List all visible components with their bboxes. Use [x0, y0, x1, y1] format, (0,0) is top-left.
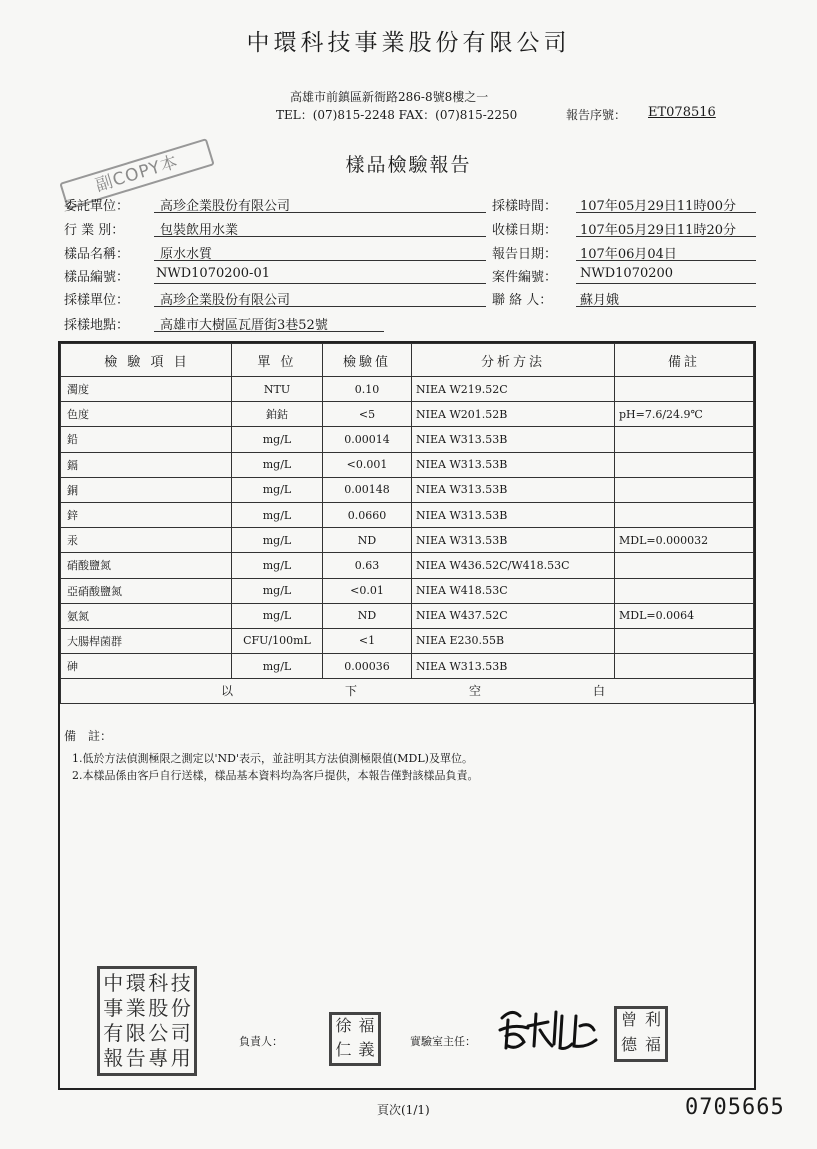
cell-method: NIEA W313.53B	[412, 528, 615, 553]
field-sample-no	[64, 266, 486, 284]
field-value: 高珍企業股份有限公司	[160, 199, 291, 214]
field-client	[64, 195, 486, 213]
field-label: 報告日期：	[492, 247, 558, 262]
note-line: 1.低於方法偵測極限之測定以'ND'表示，並註明其方法偵測極限值(MDL)及單位。	[72, 752, 473, 765]
cell-note: MDL=0.0064	[615, 603, 754, 628]
seal-char: 專	[148, 1046, 169, 1070]
cell-unit: mg/L	[232, 654, 323, 679]
seal-char: 業	[125, 996, 146, 1020]
cell-unit: mg/L	[232, 528, 323, 553]
cell-note: pH=7.6/24.9℃	[615, 402, 754, 427]
header-note: 備註	[615, 344, 754, 377]
field-industry	[64, 219, 486, 237]
seal-char: 徐	[335, 1016, 352, 1035]
cell-item: 汞	[61, 528, 232, 553]
field-value: 107年06月04日	[580, 247, 677, 262]
cell-note	[615, 553, 754, 578]
field-label: 收樣日期：	[492, 223, 558, 238]
table-row	[61, 377, 754, 402]
field-value: 107年05月29日11時00分	[580, 199, 736, 214]
cell-method: NIEA W313.53B	[412, 427, 615, 452]
table-row	[61, 402, 754, 427]
table-row	[61, 427, 754, 452]
field-received	[492, 219, 756, 237]
field-value: NWD1070200	[580, 266, 674, 281]
field-value: 原水水質	[160, 247, 213, 262]
field-sampler	[64, 289, 486, 307]
cell-method: NIEA E230.55B	[412, 628, 615, 653]
copy-stamp: 副COPY本	[59, 138, 214, 210]
field-label: 委託單位：	[64, 199, 130, 214]
serial-number: 0705665	[685, 1095, 785, 1120]
cell-unit: CFU/100mL	[232, 628, 323, 653]
cell-value: 0.00148	[323, 477, 412, 502]
field-value: 蘇月娥	[580, 293, 620, 308]
cell-item: 鉛	[61, 427, 232, 452]
seal-char: 福	[358, 1016, 375, 1035]
cell-method: NIEA W219.52C	[412, 377, 615, 402]
cell-method: NIEA W313.53B	[412, 452, 615, 477]
cell-item: 大腸桿菌群	[61, 628, 232, 653]
field-value: 高雄市大樹區瓦厝街3巷52號	[160, 318, 328, 333]
cell-method: NIEA W437.52C	[412, 603, 615, 628]
table-row	[61, 452, 754, 477]
seal-char: 司	[170, 1021, 191, 1045]
cell-item: 色度	[61, 402, 232, 427]
cell-note	[615, 654, 754, 679]
table-row	[61, 603, 754, 628]
cell-method: NIEA W313.53B	[412, 654, 615, 679]
cell-item: 銅	[61, 477, 232, 502]
lab-director-label: 實驗室主任：	[410, 1035, 476, 1048]
cell-unit: mg/L	[232, 452, 323, 477]
cell-unit: NTU	[232, 377, 323, 402]
blank-char: 空	[469, 684, 482, 699]
field-sample-name	[64, 243, 486, 261]
seal-char: 限	[125, 1021, 146, 1045]
seal-char: 科	[148, 971, 169, 995]
cell-unit: mg/L	[232, 427, 323, 452]
signer-label: 負責人：	[239, 1035, 283, 1048]
company-contact: TEL：(07)815-2248 FAX：(07)815-2250	[276, 108, 518, 122]
seal-char: 中	[103, 971, 124, 995]
field-label: 行 業 別：	[64, 223, 125, 238]
report-no-label: 報告序號：	[566, 108, 627, 122]
field-value: 包裝飲用水業	[160, 223, 239, 238]
seal-char: 份	[170, 996, 191, 1020]
blank-char: 以	[221, 684, 234, 699]
cell-note: MDL=0.000032	[615, 528, 754, 553]
results-table	[60, 343, 754, 704]
seal-char: 有	[103, 1021, 124, 1045]
table-row	[61, 578, 754, 603]
table-row	[61, 553, 754, 578]
note-line: 2.本樣品係由客戶自行送樣，樣品基本資料均為客戶提供，本報告僅對該樣品負責。	[72, 769, 479, 782]
table-row	[61, 502, 754, 527]
cell-unit: mg/L	[232, 553, 323, 578]
cell-item: 鋅	[61, 502, 232, 527]
company-seal	[97, 966, 197, 1076]
field-sample-time	[492, 195, 756, 213]
header-method: 分析方法	[412, 344, 615, 377]
seal-char: 曾	[620, 1010, 637, 1029]
cell-unit: mg/L	[232, 603, 323, 628]
cell-value: 0.00036	[323, 654, 412, 679]
cell-item: 鎘	[61, 452, 232, 477]
cell-item: 砷	[61, 654, 232, 679]
cell-method: NIEA W418.53C	[412, 578, 615, 603]
seal-char: 事	[103, 996, 124, 1020]
report-no: ET078516	[648, 105, 716, 120]
blank-char: 白	[593, 684, 606, 699]
seal-char: 用	[170, 1046, 191, 1070]
cell-item: 濁度	[61, 377, 232, 402]
signer-seal	[329, 1012, 381, 1066]
seal-char: 福	[644, 1035, 661, 1054]
seal-char: 告	[125, 1046, 146, 1070]
cell-unit: mg/L	[232, 502, 323, 527]
cell-value: <1	[323, 628, 412, 653]
cell-note	[615, 427, 754, 452]
cell-unit: 鉑鈷	[232, 402, 323, 427]
cell-method: NIEA W313.53B	[412, 502, 615, 527]
field-label: 採樣時間：	[492, 199, 558, 214]
seal-char: 環	[125, 971, 146, 995]
field-label: 樣品名稱：	[64, 247, 130, 262]
blank-char: 下	[345, 684, 358, 699]
document-title: 樣品檢驗報告	[345, 154, 472, 176]
cell-value: 0.63	[323, 553, 412, 578]
field-label: 採樣地點：	[64, 318, 130, 333]
cell-note	[615, 452, 754, 477]
field-contact-person	[492, 289, 756, 307]
lab-director-seal	[614, 1006, 668, 1062]
table-row	[61, 628, 754, 653]
cell-value: 0.10	[323, 377, 412, 402]
notes-title: 備 註：	[64, 729, 113, 743]
seal-char: 德	[620, 1035, 637, 1054]
cell-note	[615, 578, 754, 603]
field-label: 聯 絡 人：	[492, 293, 553, 308]
cell-method: NIEA W313.53B	[412, 477, 615, 502]
cell-value: <0.001	[323, 452, 412, 477]
cell-note	[615, 477, 754, 502]
cell-method: NIEA W201.52B	[412, 402, 615, 427]
cell-value: <5	[323, 402, 412, 427]
table-header-row	[61, 344, 754, 377]
cell-item: 亞硝酸鹽氮	[61, 578, 232, 603]
blank-row	[61, 679, 754, 704]
header-value: 檢驗值	[323, 344, 412, 377]
seal-char: 利	[644, 1010, 661, 1029]
seal-char: 股	[148, 996, 169, 1020]
cell-value: ND	[323, 528, 412, 553]
page-number: 頁次(1/1)	[377, 1103, 430, 1117]
cell-value: ND	[323, 603, 412, 628]
header-unit: 單 位	[232, 344, 323, 377]
cell-method: NIEA W436.52C/W418.53C	[412, 553, 615, 578]
company-name: 中環科技事業股份有限公司	[246, 30, 571, 56]
seal-char: 公	[148, 1021, 169, 1045]
field-case-no	[492, 266, 756, 284]
field-label: 案件編號：	[492, 270, 558, 285]
header-item: 檢 驗 項 目	[61, 344, 232, 377]
cell-unit: mg/L	[232, 477, 323, 502]
seal-char: 仁	[335, 1040, 352, 1059]
handwritten-signature	[494, 1000, 604, 1056]
field-value: 107年05月29日11時20分	[580, 223, 736, 238]
field-value: 高珍企業股份有限公司	[160, 293, 291, 308]
field-label: 採樣單位：	[64, 293, 130, 308]
cell-item: 硝酸鹽氮	[61, 553, 232, 578]
field-value: NWD1070200-01	[156, 266, 270, 281]
table-row	[61, 528, 754, 553]
cell-unit: mg/L	[232, 578, 323, 603]
cell-item: 氨氮	[61, 603, 232, 628]
table-row	[61, 477, 754, 502]
field-report-date	[492, 243, 756, 261]
cell-value: 0.0660	[323, 502, 412, 527]
company-address: 高雄市前鎮區新衙路286-8號8樓之一	[290, 90, 489, 104]
seal-char: 義	[358, 1040, 375, 1059]
cell-note	[615, 502, 754, 527]
cell-value: 0.00014	[323, 427, 412, 452]
field-label: 樣品編號：	[64, 270, 130, 285]
field-location	[64, 314, 384, 332]
cell-note	[615, 628, 754, 653]
cell-note	[615, 377, 754, 402]
cell-value: <0.01	[323, 578, 412, 603]
seal-char: 報	[103, 1046, 124, 1070]
table-row	[61, 654, 754, 679]
seal-char: 技	[170, 971, 191, 995]
